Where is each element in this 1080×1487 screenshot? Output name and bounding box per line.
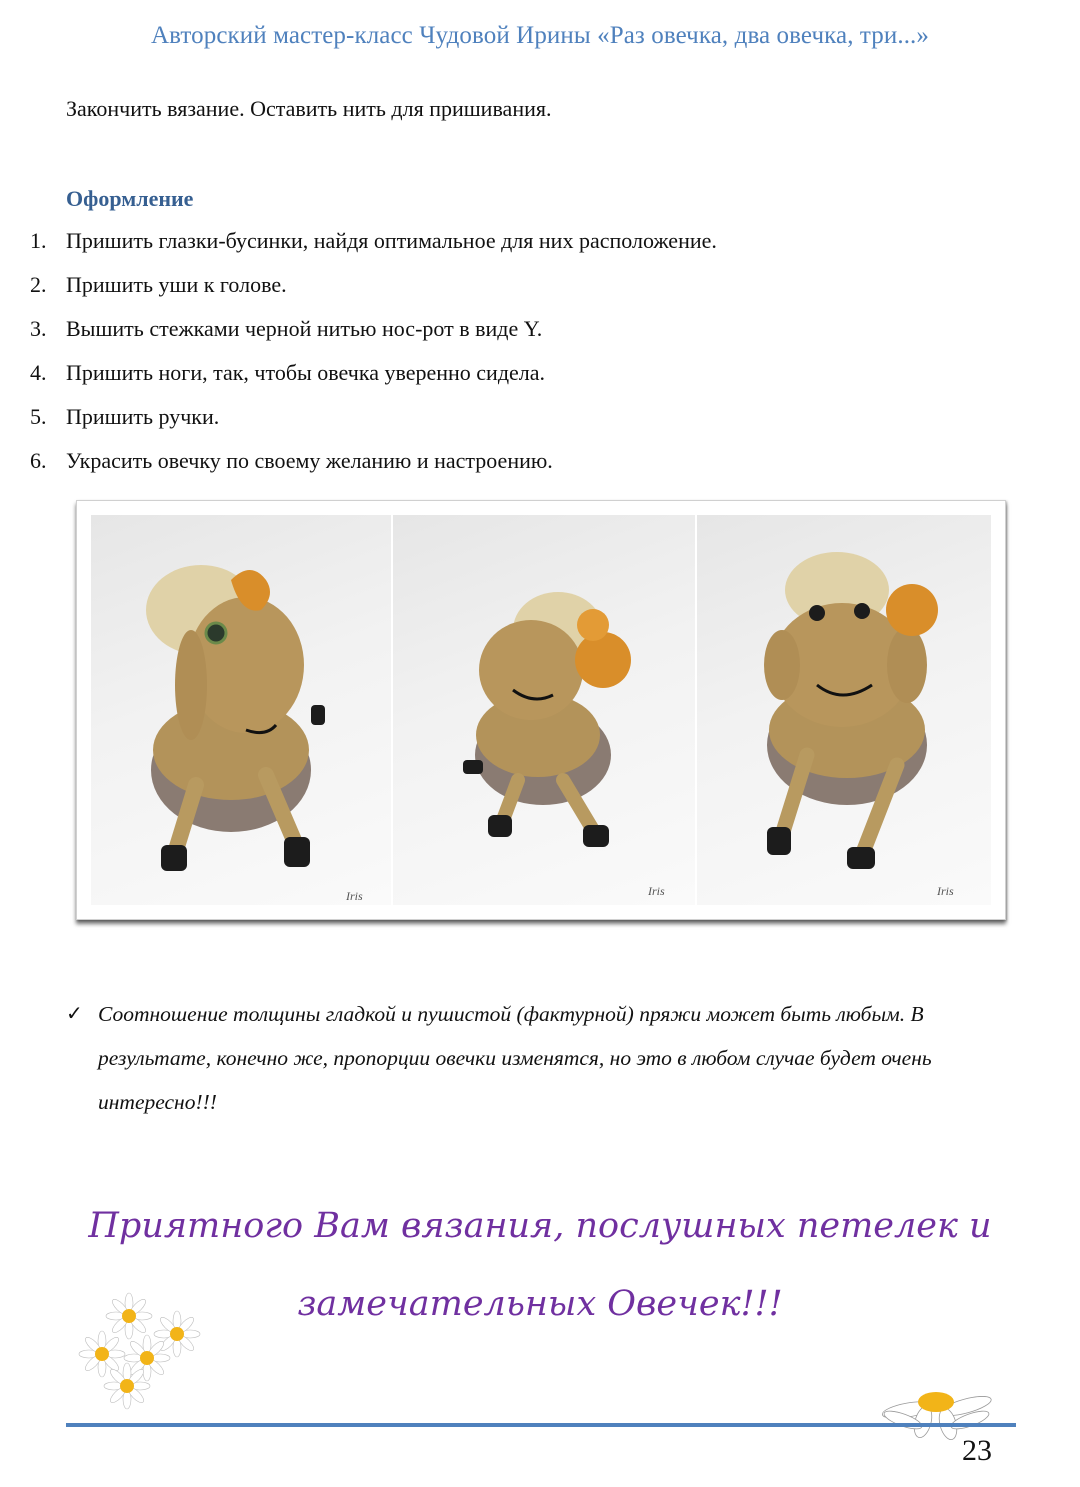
svg-text:Iris: Iris [648,884,665,898]
sheep-photo-2 [393,515,695,905]
footer-divider [66,1423,1016,1427]
step-text: Пришить глазки-бусинки, найдя оптимальное для них расположение. [66,228,717,253]
step-number: 4. [30,360,47,385]
tip-note [66,992,1026,1124]
page-number: 23 [962,1434,992,1467]
daisy-icon [878,1380,996,1440]
step-number: 2. [30,272,47,297]
step-number: 3. [30,316,47,341]
step-text: Пришить ручки. [66,404,220,429]
list-item [30,360,717,404]
sheep-toy-illustration-icon [697,515,991,905]
step-text: Украсить овечку по своему желанию и настроению. [66,448,553,473]
photo-collage-frame [76,500,1006,920]
step-number: 1. [30,228,47,253]
list-item [30,448,717,492]
page-header: Авторский мастер-класс Чудовой Ирины «Раз овечка, два овечка, три...» [150,22,929,49]
list-item [30,272,717,316]
closing-line-1: Приятного Вам вязания, послушных петелек и [88,1206,992,1246]
step-number: 6. [30,448,47,473]
step-text: Вышить стежками черной нитью нос-рот в виде Y. [66,316,543,341]
intro-paragraph: Закончить вязание. Оставить нить для пришивания. [66,96,552,121]
sheep-photo-3 [697,515,991,905]
checkmark-icon: ✓ [66,1003,83,1025]
sheep-toy-illustration-icon [393,515,695,905]
closing-line-2: замечательных Овечек!!! [297,1284,783,1324]
sheep-photo-1 [91,515,391,905]
daisy-bouquet-icon [72,1276,212,1411]
step-text: Пришить уши к голове. [66,272,287,297]
sheep-toy-illustration-icon [91,515,391,905]
step-number: 5. [30,404,47,429]
tip-text: Соотношение толщины гладкой и пушистой (фактурной) пряжи может быть любым. В результате, конечно же, пропорции овечки изменятся, но это в любом случае будет очень интересно!!! [98,1002,932,1114]
list-item [30,316,717,360]
svg-text:Iris: Iris [937,884,954,898]
list-item [30,404,717,448]
svg-text:Iris: Iris [346,889,363,903]
list-item [30,228,717,272]
steps-list [30,228,717,492]
section-title: Оформление [66,186,194,211]
step-text: Пришить ноги, так, чтобы овечка уверенно сидела. [66,360,546,385]
